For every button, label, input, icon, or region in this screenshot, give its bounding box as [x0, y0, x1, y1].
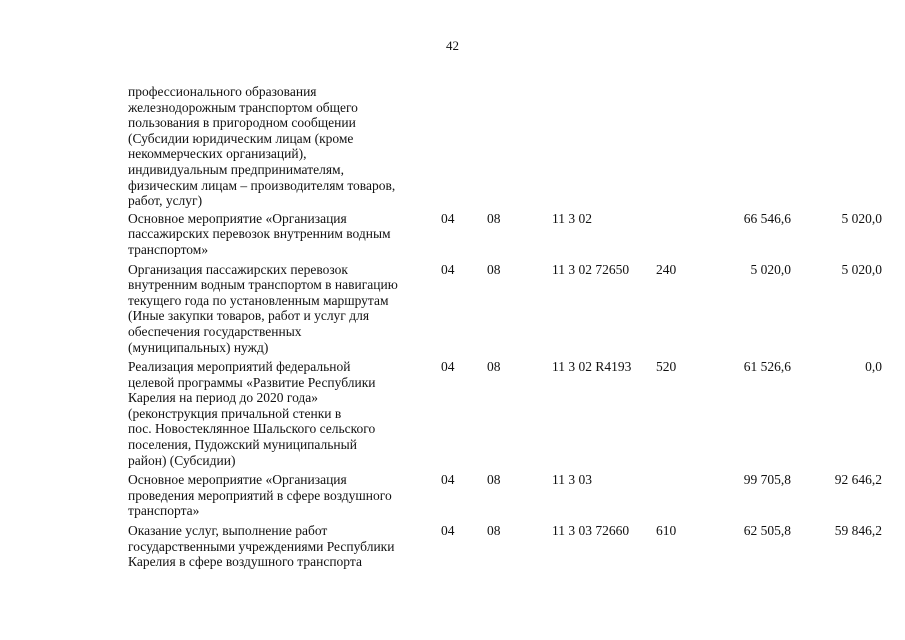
- target-article-code: 11 3 02 72650: [552, 261, 630, 277]
- expense-type-code: 240: [656, 261, 677, 277]
- row-description: Основное мероприятие «Организация пассажирских перевозок внутренним водным транспортом»: [128, 210, 391, 257]
- subsection-code: 08: [487, 210, 501, 226]
- section-code: 04: [441, 472, 455, 488]
- subsection-code: 08: [487, 359, 501, 375]
- table-row: [0, 211, 905, 258]
- target-article-code: 11 3 02 R4193: [552, 359, 632, 375]
- amount-year-1: 5 020,0: [750, 261, 791, 277]
- table-row: [0, 359, 905, 468]
- section-code: 04: [441, 359, 455, 375]
- table-row: [0, 84, 905, 209]
- subsection-code: 08: [487, 261, 501, 277]
- page-number: 42: [446, 38, 459, 53]
- row-description: Основное мероприятие «Организация проведения мероприятий в сфере воздушного транспорта»: [128, 472, 392, 519]
- row-description: Организация пассажирских перевозок внутренним водным транспортом в навигацию текущего года по установленным маршрутам (Иные закупки товаров, работ и услуг для обеспечения государственных (муниципальных) нужд): [128, 261, 398, 355]
- amount-year-2: 5 020,0: [841, 261, 882, 277]
- expense-type-code: 520: [656, 359, 677, 375]
- subsection-code: 08: [487, 523, 501, 539]
- row-description: профессионального образования железнодорожным транспортом общего пользования в пригородном сообщении (Субсидии юридическим лицам (кроме некоммерческих организаций), индивидуальным предпринимателям, физическим лицам – производителям товаров, работ, услуг): [128, 84, 396, 209]
- amount-year-1: 99 705,8: [743, 472, 791, 488]
- target-article-code: 11 3 03 72660: [552, 523, 630, 539]
- amount-year-2: 5 020,0: [841, 210, 882, 226]
- subsection-code: 08: [487, 472, 501, 488]
- row-description: Оказание услуг, выполнение работ государственными учреждениями Республики Карелия в сфере воздушного транспорта: [128, 523, 395, 570]
- amount-year-2: 92 646,2: [834, 472, 882, 488]
- amount-year-1: 62 505,8: [743, 523, 791, 539]
- table-row: [0, 523, 905, 570]
- row-description: Реализация мероприятий федеральной целевой программы «Развитие Республики Карелия на период до 2020 года» (реконструкция причальной стенки в пос. Новостеклянное Шальского сельского поселения, Пудожский муниципальный район) (Субсидии): [128, 359, 376, 468]
- amount-year-1: 61 526,6: [743, 359, 791, 375]
- table-row: [0, 472, 905, 519]
- amount-year-2: 0,0: [865, 359, 882, 375]
- expense-type-code: 610: [656, 523, 677, 539]
- amount-year-1: 66 546,6: [743, 210, 791, 226]
- target-article-code: 11 3 02: [552, 210, 592, 226]
- amount-year-2: 59 846,2: [834, 523, 882, 539]
- section-code: 04: [441, 210, 455, 226]
- budget-table: [0, 84, 905, 570]
- section-code: 04: [441, 523, 455, 539]
- target-article-code: 11 3 03: [552, 472, 592, 488]
- section-code: 04: [441, 261, 455, 277]
- table-row: [0, 262, 905, 356]
